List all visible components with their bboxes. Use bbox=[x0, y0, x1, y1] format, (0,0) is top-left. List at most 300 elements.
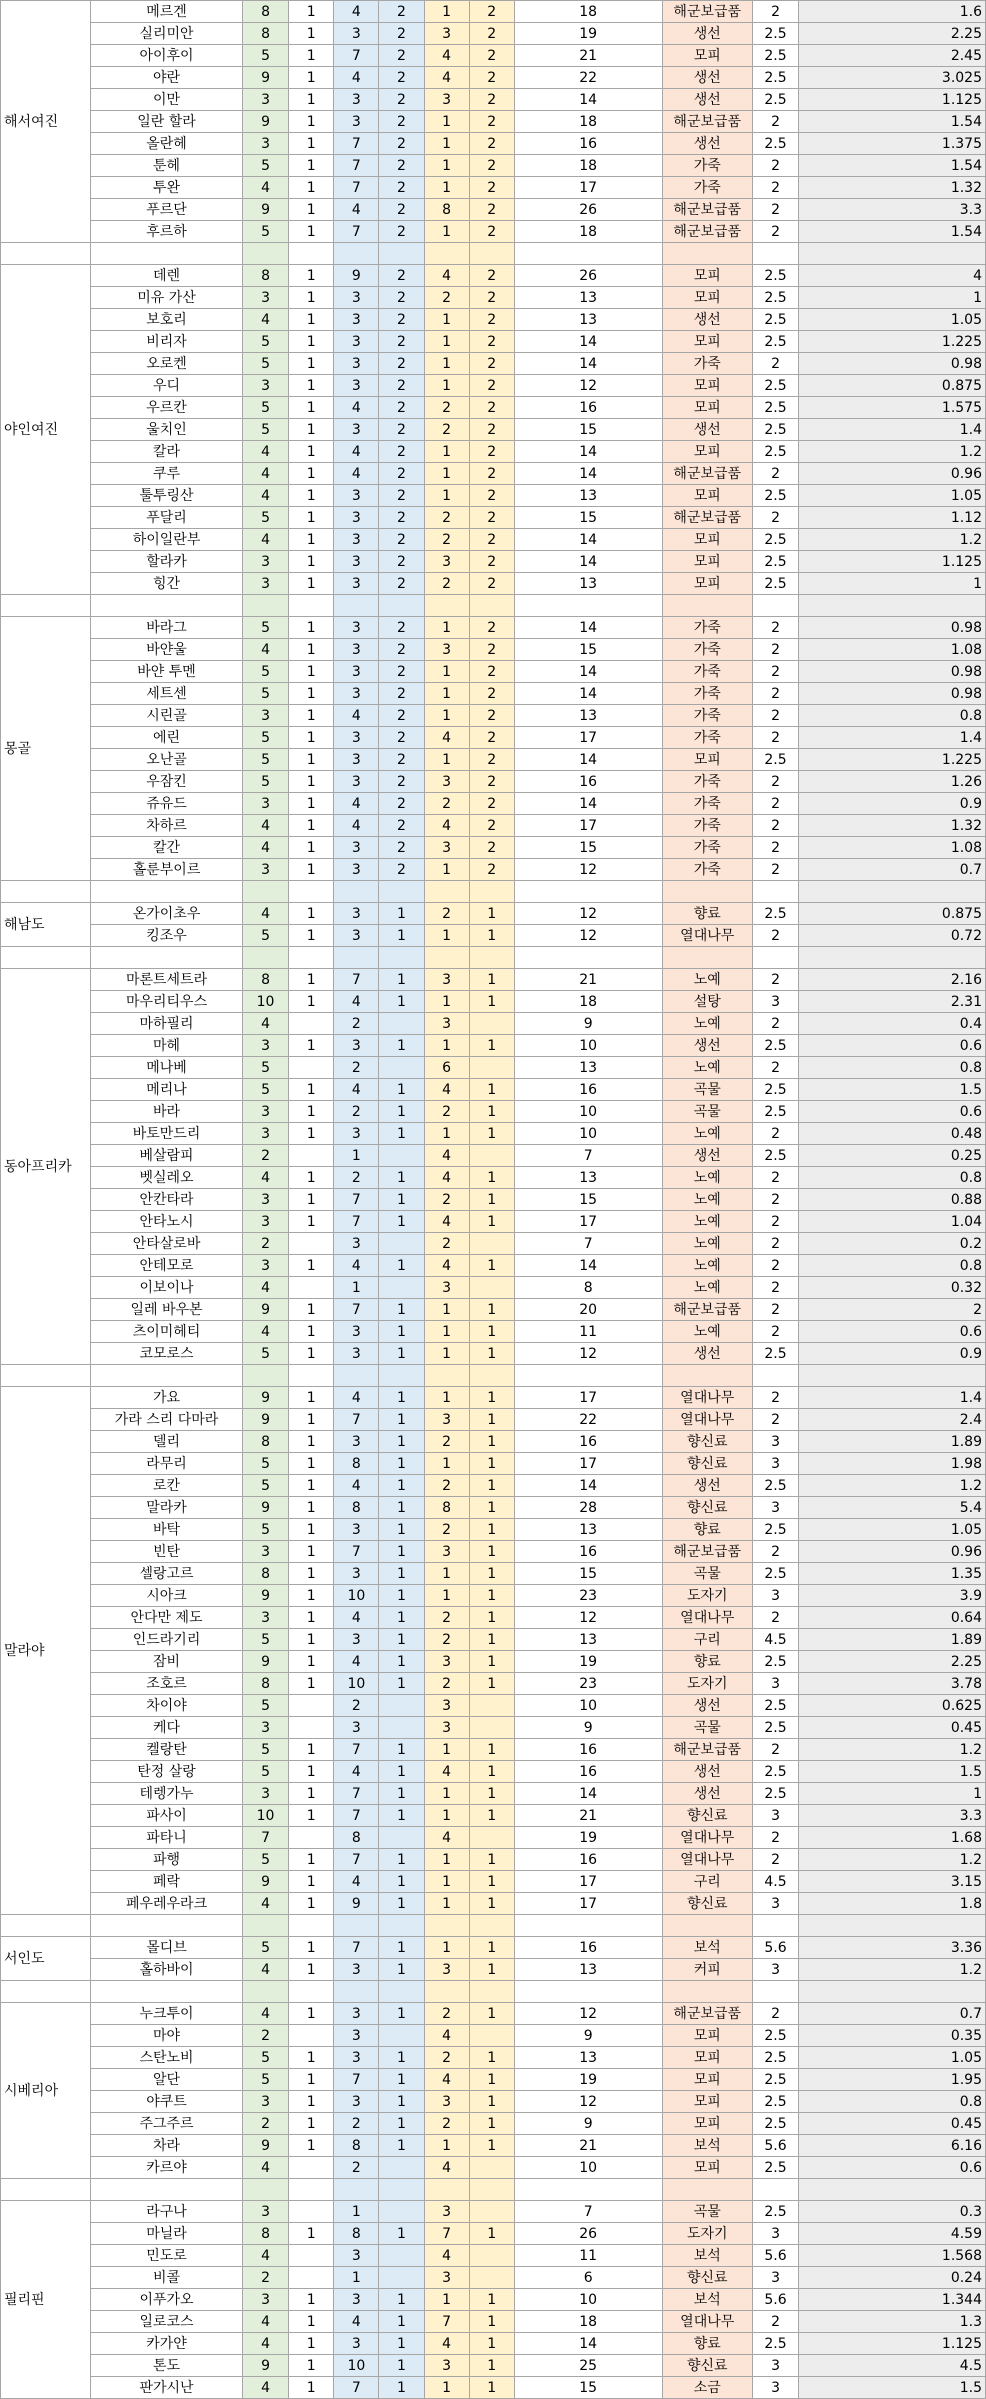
table-row bbox=[1, 1013, 986, 1035]
value-cell: 3 bbox=[334, 1035, 379, 1057]
table-row bbox=[1, 419, 986, 441]
empty-cell bbox=[752, 1981, 798, 2003]
value-cell: 14 bbox=[514, 1255, 662, 1277]
value-cell: 1.04 bbox=[799, 1211, 986, 1233]
value-cell: 21 bbox=[514, 969, 662, 991]
value-cell: 3 bbox=[334, 23, 379, 45]
value-cell: 9 bbox=[334, 265, 379, 287]
empty-cell bbox=[424, 881, 469, 903]
value-cell: 1 bbox=[799, 287, 986, 309]
value-cell: 7 bbox=[334, 1783, 379, 1805]
value-cell: 7 bbox=[334, 1739, 379, 1761]
empty-cell bbox=[799, 1915, 986, 1937]
value-cell: 1 bbox=[289, 1959, 334, 1981]
value-cell: 2 bbox=[424, 287, 469, 309]
value-cell: 2 bbox=[752, 837, 798, 859]
value-cell: 2 bbox=[752, 969, 798, 991]
value-cell: 2 bbox=[379, 89, 424, 111]
province-name-cell: 델리 bbox=[91, 1431, 243, 1453]
spacer-row bbox=[1, 947, 986, 969]
table-row bbox=[1, 133, 986, 155]
empty-cell bbox=[514, 1915, 662, 1937]
value-cell: 1 bbox=[289, 287, 334, 309]
value-cell: 2.5 bbox=[752, 67, 798, 89]
trade-good-cell: 모피 bbox=[662, 2157, 752, 2179]
value-cell: 1 bbox=[469, 2091, 514, 2113]
value-cell: 7 bbox=[514, 1233, 662, 1255]
value-cell: 3 bbox=[242, 705, 288, 727]
value-cell: 3 bbox=[334, 1629, 379, 1651]
value-cell: 3 bbox=[334, 1321, 379, 1343]
value-cell: 16 bbox=[514, 1541, 662, 1563]
value-cell: 3 bbox=[334, 1343, 379, 1365]
province-name-cell: 테렝가누 bbox=[91, 1783, 243, 1805]
value-cell: 1 bbox=[469, 1519, 514, 1541]
value-cell: 4 bbox=[242, 815, 288, 837]
value-cell bbox=[379, 1695, 424, 1717]
value-cell: 4 bbox=[424, 67, 469, 89]
trade-good-cell: 모피 bbox=[662, 441, 752, 463]
value-cell: 1 bbox=[289, 1893, 334, 1915]
value-cell: 3 bbox=[242, 1101, 288, 1123]
trade-good-cell: 도자기 bbox=[662, 1673, 752, 1695]
value-cell: 1 bbox=[424, 441, 469, 463]
value-cell: 2 bbox=[379, 771, 424, 793]
value-cell: 5 bbox=[242, 1343, 288, 1365]
trade-good-cell: 보석 bbox=[662, 1937, 752, 1959]
table-row bbox=[1, 1783, 986, 1805]
value-cell: 4 bbox=[334, 1871, 379, 1893]
value-cell: 3 bbox=[424, 969, 469, 991]
value-cell: 2 bbox=[242, 1145, 288, 1167]
value-cell: 3 bbox=[334, 1233, 379, 1255]
value-cell: 5 bbox=[242, 1519, 288, 1541]
value-cell bbox=[469, 2025, 514, 2047]
value-cell: 1 bbox=[379, 1541, 424, 1563]
value-cell: 2.5 bbox=[752, 1079, 798, 1101]
trade-good-cell: 보석 bbox=[662, 2135, 752, 2157]
empty-cell bbox=[379, 1915, 424, 1937]
value-cell: 2 bbox=[752, 1409, 798, 1431]
value-cell: 17 bbox=[514, 1211, 662, 1233]
empty-cell bbox=[424, 1981, 469, 2003]
value-cell: 3 bbox=[752, 1805, 798, 1827]
value-cell: 3 bbox=[242, 1783, 288, 1805]
value-cell: 2 bbox=[469, 507, 514, 529]
value-cell: 3 bbox=[242, 1541, 288, 1563]
province-name-cell: 잠비 bbox=[91, 1651, 243, 1673]
value-cell: 1 bbox=[289, 1453, 334, 1475]
trade-good-cell: 모피 bbox=[662, 485, 752, 507]
value-cell: 2.5 bbox=[752, 1761, 798, 1783]
province-name-cell: 일란 할라 bbox=[91, 111, 243, 133]
value-cell: 2 bbox=[469, 793, 514, 815]
value-cell: 2 bbox=[334, 2157, 379, 2179]
table-row bbox=[1, 2311, 986, 2333]
value-cell: 9 bbox=[242, 67, 288, 89]
empty-cell bbox=[799, 2179, 986, 2201]
value-cell: 2.5 bbox=[752, 287, 798, 309]
table-row bbox=[1, 1827, 986, 1849]
value-cell: 2 bbox=[469, 331, 514, 353]
province-name-cell: 켈랑탄 bbox=[91, 1739, 243, 1761]
value-cell: 2 bbox=[752, 771, 798, 793]
value-cell: 3 bbox=[242, 1035, 288, 1057]
value-cell: 5 bbox=[242, 353, 288, 375]
value-cell: 2 bbox=[469, 419, 514, 441]
value-cell: 2 bbox=[752, 1057, 798, 1079]
value-cell: 1.225 bbox=[799, 331, 986, 353]
value-cell: 2.5 bbox=[752, 485, 798, 507]
trade-good-cell: 보석 bbox=[662, 2245, 752, 2267]
trade-good-cell: 생선 bbox=[662, 67, 752, 89]
region-label: 필리핀 bbox=[1, 2201, 91, 2399]
value-cell: 7 bbox=[514, 1145, 662, 1167]
value-cell: 15 bbox=[514, 2377, 662, 2399]
trade-good-cell: 모피 bbox=[662, 375, 752, 397]
value-cell: 4 bbox=[242, 441, 288, 463]
value-cell: 2 bbox=[752, 221, 798, 243]
province-name-cell: 안타살로바 bbox=[91, 1233, 243, 1255]
value-cell: 1 bbox=[379, 1519, 424, 1541]
value-cell: 1 bbox=[379, 2333, 424, 2355]
value-cell: 2 bbox=[469, 551, 514, 573]
value-cell: 1 bbox=[469, 1541, 514, 1563]
value-cell: 0.64 bbox=[799, 1607, 986, 1629]
value-cell: 2.5 bbox=[752, 749, 798, 771]
value-cell: 1 bbox=[379, 2223, 424, 2245]
table-row bbox=[1, 1387, 986, 1409]
province-name-cell: 푸달리 bbox=[91, 507, 243, 529]
table-row bbox=[1, 1761, 986, 1783]
value-cell: 1 bbox=[379, 2069, 424, 2091]
value-cell: 3 bbox=[242, 1607, 288, 1629]
province-name-cell: 라무리 bbox=[91, 1453, 243, 1475]
province-name-cell: 톤도 bbox=[91, 2355, 243, 2377]
region-label: 야인여진 bbox=[1, 265, 91, 595]
value-cell: 2 bbox=[752, 1321, 798, 1343]
province-name-cell: 투완 bbox=[91, 177, 243, 199]
value-cell bbox=[379, 1277, 424, 1299]
value-cell: 2.5 bbox=[752, 441, 798, 463]
trade-good-cell: 모피 bbox=[662, 265, 752, 287]
value-cell: 14 bbox=[514, 661, 662, 683]
value-cell: 4 bbox=[334, 397, 379, 419]
value-cell: 4 bbox=[242, 485, 288, 507]
value-cell bbox=[289, 2201, 334, 2223]
value-cell: 0.45 bbox=[799, 2113, 986, 2135]
value-cell: 3.3 bbox=[799, 1805, 986, 1827]
value-cell: 3 bbox=[334, 925, 379, 947]
value-cell: 2 bbox=[379, 23, 424, 45]
value-cell: 2 bbox=[469, 749, 514, 771]
value-cell: 4 bbox=[242, 2311, 288, 2333]
value-cell: 1 bbox=[424, 1035, 469, 1057]
value-cell: 1 bbox=[289, 1321, 334, 1343]
value-cell: 2 bbox=[334, 1013, 379, 1035]
value-cell: 9 bbox=[242, 1497, 288, 1519]
value-cell: 1 bbox=[289, 265, 334, 287]
value-cell: 1 bbox=[469, 2289, 514, 2311]
value-cell: 1 bbox=[424, 1387, 469, 1409]
value-cell: 4 bbox=[242, 2333, 288, 2355]
province-name-cell: 코모로스 bbox=[91, 1343, 243, 1365]
empty-cell bbox=[799, 1365, 986, 1387]
table-row bbox=[1, 2289, 986, 2311]
value-cell: 3 bbox=[242, 1123, 288, 1145]
empty-cell bbox=[424, 2179, 469, 2201]
value-cell: 1 bbox=[379, 1079, 424, 1101]
trade-good-cell: 해군보급품 bbox=[662, 221, 752, 243]
value-cell: 1 bbox=[379, 1497, 424, 1519]
empty-cell bbox=[242, 881, 288, 903]
value-cell: 2 bbox=[469, 155, 514, 177]
province-name-cell: 온가이초우 bbox=[91, 903, 243, 925]
value-cell: 1 bbox=[289, 1585, 334, 1607]
value-cell: 1 bbox=[289, 551, 334, 573]
value-cell: 2.5 bbox=[752, 573, 798, 595]
province-name-cell: 차라 bbox=[91, 2135, 243, 2157]
empty-cell bbox=[334, 243, 379, 265]
trade-good-cell: 향료 bbox=[662, 1651, 752, 1673]
value-cell bbox=[289, 1277, 334, 1299]
empty-cell bbox=[514, 947, 662, 969]
value-cell: 1.05 bbox=[799, 2047, 986, 2069]
value-cell: 5 bbox=[242, 727, 288, 749]
value-cell: 2 bbox=[379, 793, 424, 815]
value-cell: 3 bbox=[334, 727, 379, 749]
value-cell: 5 bbox=[242, 1079, 288, 1101]
value-cell: 2 bbox=[379, 705, 424, 727]
trade-good-cell: 생선 bbox=[662, 419, 752, 441]
table-row bbox=[1, 617, 986, 639]
value-cell: 2.5 bbox=[752, 133, 798, 155]
value-cell: 17 bbox=[514, 815, 662, 837]
value-cell: 1.4 bbox=[799, 727, 986, 749]
value-cell: 9 bbox=[514, 1717, 662, 1739]
value-cell: 2 bbox=[752, 177, 798, 199]
value-cell: 0.32 bbox=[799, 1277, 986, 1299]
trade-good-cell: 향신료 bbox=[662, 2267, 752, 2289]
value-cell: 1 bbox=[289, 1123, 334, 1145]
trade-good-cell: 보석 bbox=[662, 2289, 752, 2311]
value-cell: 1 bbox=[424, 1585, 469, 1607]
value-cell: 1 bbox=[289, 45, 334, 67]
empty-cell bbox=[289, 1915, 334, 1937]
empty-cell bbox=[242, 595, 288, 617]
table-row bbox=[1, 199, 986, 221]
value-cell: 13 bbox=[514, 705, 662, 727]
value-cell: 9 bbox=[242, 2355, 288, 2377]
table-row bbox=[1, 2113, 986, 2135]
trade-good-cell: 노예 bbox=[662, 1189, 752, 1211]
value-cell: 16 bbox=[514, 1761, 662, 1783]
value-cell: 3 bbox=[424, 837, 469, 859]
value-cell: 4 bbox=[334, 815, 379, 837]
table-row bbox=[1, 353, 986, 375]
value-cell: 17 bbox=[514, 1893, 662, 1915]
empty-cell bbox=[514, 595, 662, 617]
value-cell: 4 bbox=[242, 1959, 288, 1981]
table-row bbox=[1, 793, 986, 815]
value-cell: 4 bbox=[242, 639, 288, 661]
value-cell: 2 bbox=[379, 815, 424, 837]
value-cell: 1 bbox=[469, 925, 514, 947]
table-row bbox=[1, 1695, 986, 1717]
value-cell: 5 bbox=[242, 419, 288, 441]
value-cell: 4 bbox=[242, 529, 288, 551]
value-cell: 19 bbox=[514, 1651, 662, 1673]
value-cell: 2 bbox=[752, 1, 798, 23]
province-name-cell: 탄정 살랑 bbox=[91, 1761, 243, 1783]
value-cell bbox=[379, 2157, 424, 2179]
value-cell: 1 bbox=[289, 2377, 334, 2399]
value-cell: 4 bbox=[424, 2157, 469, 2179]
value-cell: 4 bbox=[424, 2025, 469, 2047]
empty-cell bbox=[469, 1981, 514, 2003]
value-cell: 1 bbox=[424, 177, 469, 199]
value-cell: 2.45 bbox=[799, 45, 986, 67]
empty-cell bbox=[662, 947, 752, 969]
value-cell: 10 bbox=[242, 991, 288, 1013]
value-cell: 3 bbox=[424, 771, 469, 793]
value-cell: 19 bbox=[514, 1827, 662, 1849]
value-cell: 0.98 bbox=[799, 617, 986, 639]
value-cell: 3 bbox=[242, 1255, 288, 1277]
value-cell: 5 bbox=[242, 1475, 288, 1497]
value-cell: 1 bbox=[424, 705, 469, 727]
value-cell: 1 bbox=[289, 199, 334, 221]
value-cell: 1 bbox=[379, 1585, 424, 1607]
value-cell: 1 bbox=[289, 1519, 334, 1541]
value-cell: 1 bbox=[379, 1937, 424, 1959]
value-cell: 1 bbox=[289, 1629, 334, 1651]
value-cell: 1 bbox=[469, 1453, 514, 1475]
value-cell: 2 bbox=[424, 1233, 469, 1255]
value-cell: 2 bbox=[379, 463, 424, 485]
trade-good-cell: 곡물 bbox=[662, 2201, 752, 2223]
value-cell: 1 bbox=[424, 859, 469, 881]
table-row bbox=[1, 177, 986, 199]
empty-cell bbox=[334, 881, 379, 903]
value-cell: 1.5 bbox=[799, 2377, 986, 2399]
value-cell: 2 bbox=[424, 1519, 469, 1541]
value-cell: 1 bbox=[469, 1431, 514, 1453]
value-cell: 4 bbox=[334, 1607, 379, 1629]
value-cell: 2.5 bbox=[752, 1651, 798, 1673]
value-cell: 4 bbox=[242, 463, 288, 485]
value-cell: 3.36 bbox=[799, 1937, 986, 1959]
value-cell: 2 bbox=[752, 1123, 798, 1145]
table-row bbox=[1, 375, 986, 397]
value-cell: 1 bbox=[379, 1673, 424, 1695]
value-cell: 2.16 bbox=[799, 969, 986, 991]
value-cell bbox=[289, 1233, 334, 1255]
value-cell: 1.2 bbox=[799, 441, 986, 463]
value-cell: 1 bbox=[289, 419, 334, 441]
table-row bbox=[1, 2267, 986, 2289]
trade-good-cell: 도자기 bbox=[662, 2223, 752, 2245]
value-cell: 1 bbox=[379, 1959, 424, 1981]
table-row bbox=[1, 23, 986, 45]
value-cell: 2.5 bbox=[752, 2025, 798, 2047]
empty-cell bbox=[242, 947, 288, 969]
value-cell bbox=[469, 1695, 514, 1717]
value-cell: 2 bbox=[379, 727, 424, 749]
value-cell: 5 bbox=[242, 1057, 288, 1079]
value-cell: 1.5 bbox=[799, 1761, 986, 1783]
empty-cell bbox=[91, 1915, 243, 1937]
province-name-cell: 조호르 bbox=[91, 1673, 243, 1695]
province-name-cell: 이만 bbox=[91, 89, 243, 111]
spacer-row bbox=[1, 243, 986, 265]
value-cell: 1 bbox=[289, 639, 334, 661]
value-cell: 1 bbox=[424, 1299, 469, 1321]
value-cell: 2.5 bbox=[752, 2157, 798, 2179]
value-cell: 1 bbox=[289, 2003, 334, 2025]
trade-good-cell: 가죽 bbox=[662, 177, 752, 199]
value-cell: 0.45 bbox=[799, 1717, 986, 1739]
value-cell: 1 bbox=[379, 1651, 424, 1673]
table-row bbox=[1, 2091, 986, 2113]
value-cell: 5 bbox=[242, 397, 288, 419]
value-cell: 1.4 bbox=[799, 1387, 986, 1409]
value-cell: 3 bbox=[334, 617, 379, 639]
value-cell: 1.2 bbox=[799, 1739, 986, 1761]
value-cell: 2.5 bbox=[752, 1563, 798, 1585]
table-row bbox=[1, 265, 986, 287]
value-cell: 2 bbox=[242, 1233, 288, 1255]
trade-good-cell: 해군보급품 bbox=[662, 199, 752, 221]
value-cell: 3 bbox=[424, 2091, 469, 2113]
value-cell: 13 bbox=[514, 2047, 662, 2069]
value-cell: 2.5 bbox=[752, 2069, 798, 2091]
empty-cell bbox=[379, 1365, 424, 1387]
trade-good-cell: 모피 bbox=[662, 2113, 752, 2135]
value-cell bbox=[289, 1695, 334, 1717]
table-row bbox=[1, 1167, 986, 1189]
value-cell: 5 bbox=[242, 45, 288, 67]
province-name-cell: 바얀 투멘 bbox=[91, 661, 243, 683]
value-cell: 3 bbox=[752, 1585, 798, 1607]
value-cell: 1 bbox=[469, 2355, 514, 2377]
value-cell: 8 bbox=[424, 1497, 469, 1519]
empty-cell bbox=[469, 2179, 514, 2201]
value-cell: 21 bbox=[514, 1805, 662, 1827]
value-cell: 2 bbox=[469, 67, 514, 89]
value-cell: 1.8 bbox=[799, 1893, 986, 1915]
value-cell: 1 bbox=[424, 1321, 469, 1343]
value-cell: 3 bbox=[334, 1563, 379, 1585]
value-cell: 2 bbox=[469, 111, 514, 133]
value-cell: 4 bbox=[424, 815, 469, 837]
province-name-cell: 시아크 bbox=[91, 1585, 243, 1607]
value-cell: 21 bbox=[514, 45, 662, 67]
province-name-cell: 마닐라 bbox=[91, 2223, 243, 2245]
value-cell: 1 bbox=[289, 859, 334, 881]
value-cell: 16 bbox=[514, 133, 662, 155]
value-cell: 1 bbox=[289, 463, 334, 485]
empty-cell bbox=[469, 243, 514, 265]
value-cell: 1 bbox=[289, 529, 334, 551]
empty-cell bbox=[752, 881, 798, 903]
table-row bbox=[1, 2157, 986, 2179]
table-row bbox=[1, 1497, 986, 1519]
province-name-cell: 판가시난 bbox=[91, 2377, 243, 2399]
value-cell: 1 bbox=[424, 1871, 469, 1893]
trade-good-cell: 노예 bbox=[662, 1277, 752, 1299]
value-cell bbox=[379, 2245, 424, 2267]
